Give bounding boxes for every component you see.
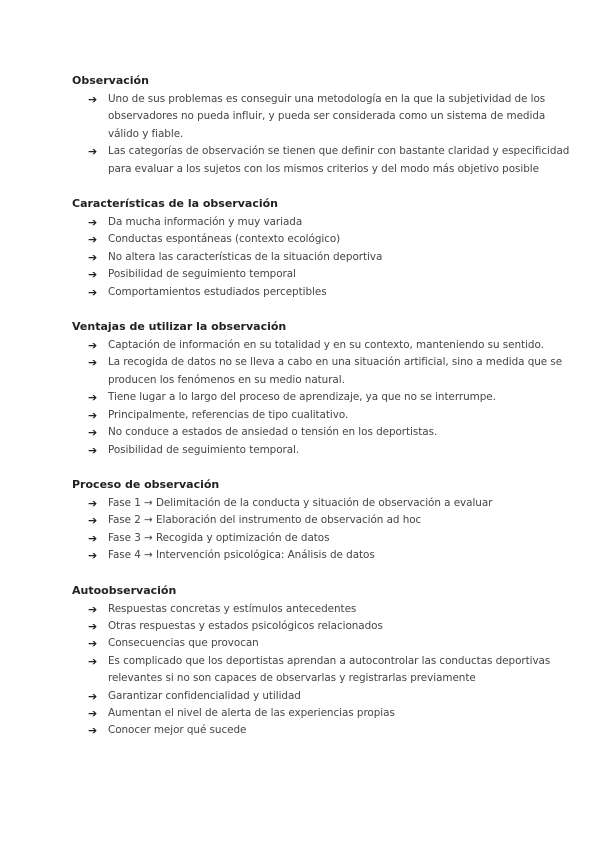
section xyxy=(72,318,572,459)
list-item-text: Es complicado que los deportistas aprendan a autocontrolar las conductas deportivas relevantes si no son capaces de observarlas y registrarlas previamente xyxy=(108,654,551,685)
list-item-text: Principalmente, referencias de tipo cualitativo. xyxy=(108,408,349,421)
arrow-right-icon: ➔ xyxy=(88,93,98,106)
arrow-right-icon: ➔ xyxy=(88,391,98,405)
arrow-right-icon: ➔ xyxy=(88,514,98,528)
arrow-right-icon: ➔ xyxy=(88,250,98,264)
list-item xyxy=(72,214,572,231)
section xyxy=(72,476,572,565)
list-item-text: Las categorías de observación se tienen que definir con bastante claridad y especificidad para evaluar a los sujetos con los mismos criterios y del modo más objetivo posible xyxy=(108,145,570,175)
list-item-text: No conduce a estados de ansiedad o tensión en los deportistas. xyxy=(108,426,438,439)
list-item xyxy=(72,91,572,143)
list-item-text: Conductas espontáneas (contexto ecológico) xyxy=(108,233,341,246)
list-item xyxy=(72,407,572,424)
list-item-text: Respuestas concretas y estímulos antecedentes xyxy=(108,602,357,615)
arrow-right-icon: ➔ xyxy=(88,216,98,230)
list-item xyxy=(72,722,572,739)
arrow-right-icon: ➔ xyxy=(88,531,98,545)
list-item xyxy=(72,547,572,564)
arrow-right-icon: ➔ xyxy=(88,654,98,668)
list-item-text: Fase 1 → Delimitación de la conducta y situación de observación a evaluar xyxy=(108,496,493,509)
arrow-right-icon: ➔ xyxy=(88,145,98,159)
section-title: Características de la observación xyxy=(72,197,278,211)
arrow-right-icon: ➔ xyxy=(88,443,98,457)
list-item-text: Da mucha información y muy variada xyxy=(108,216,303,229)
arrow-right-icon: ➔ xyxy=(88,602,98,616)
bullet-list xyxy=(72,495,572,565)
list-item-text: Garantizar confidencialidad y utilidad xyxy=(108,689,301,702)
arrow-right-icon: ➔ xyxy=(88,619,98,633)
arrow-right-icon: ➔ xyxy=(88,339,98,353)
list-item xyxy=(72,143,572,178)
list-item-text: Fase 2 → Elaboración del instrumento de observación ad hoc xyxy=(108,514,422,527)
section xyxy=(72,582,572,740)
bullet-list xyxy=(72,214,572,301)
list-item-text: Fase 3 → Recogida y optimización de datos xyxy=(108,531,330,544)
arrow-right-icon: ➔ xyxy=(88,233,98,247)
list-item-text: Uno de sus problemas es conseguir una metodología en la que la subjetividad de los observadores no pueda influir, y pueda ser considerada como un sistema de medida válido y fiable. xyxy=(108,93,546,140)
list-item xyxy=(72,512,572,529)
arrow-right-icon: ➔ xyxy=(88,637,98,651)
list-item xyxy=(72,635,572,652)
arrow-right-icon: ➔ xyxy=(88,426,98,440)
arrow-right-icon: ➔ xyxy=(88,285,98,299)
list-item xyxy=(72,442,572,459)
list-item xyxy=(72,266,572,283)
arrow-right-icon: ➔ xyxy=(88,496,98,510)
list-item-text: Posibilidad de seguimiento temporal. xyxy=(108,443,300,456)
document-page xyxy=(72,72,572,757)
bullet-list xyxy=(72,91,572,178)
arrow-right-icon: ➔ xyxy=(88,408,98,422)
arrow-right-icon: ➔ xyxy=(88,706,98,720)
list-item xyxy=(72,705,572,722)
list-item-text: Captación de información en su totalidad y en su contexto, manteniendo su sentido. xyxy=(108,339,544,352)
list-item-text: Fase 4 → Intervención psicológica: Análisis de datos xyxy=(108,549,375,562)
bullet-list xyxy=(72,337,572,459)
section-title: Observación xyxy=(72,74,149,87)
arrow-right-icon: ➔ xyxy=(88,356,98,370)
list-item-text: La recogida de datos no se lleva a cabo en una situación artificial, sino a medida que se producen los fenómenos en su medio natural. xyxy=(108,356,563,386)
list-item xyxy=(72,337,572,354)
list-item xyxy=(72,601,572,618)
section-title: Ventajas de utilizar la observación xyxy=(72,320,287,334)
list-item xyxy=(72,231,572,248)
section-title: Proceso de observación xyxy=(72,477,220,491)
list-item xyxy=(72,354,572,389)
list-item xyxy=(72,530,572,547)
list-item-text: Consecuencias que provocan xyxy=(108,637,259,650)
list-item-text: No altera las características de la situación deportiva xyxy=(108,250,383,263)
section xyxy=(72,195,572,301)
list-item xyxy=(72,424,572,441)
arrow-right-icon: ➔ xyxy=(88,268,98,282)
list-item-text: Conocer mejor qué sucede xyxy=(108,724,247,737)
arrow-right-icon: ➔ xyxy=(88,724,98,738)
list-item xyxy=(72,389,572,406)
list-item xyxy=(72,618,572,635)
bullet-list xyxy=(72,601,572,740)
list-item xyxy=(72,688,572,705)
list-item-text: Tiene lugar a lo largo del proceso de aprendizaje, ya que no se interrumpe. xyxy=(108,391,496,404)
list-item-text: Aumentan el nivel de alerta de las experiencias propias xyxy=(108,706,395,719)
list-item-text: Comportamientos estudiados perceptibles xyxy=(108,285,327,298)
arrow-right-icon: ➔ xyxy=(88,689,98,703)
list-item xyxy=(72,249,572,266)
section xyxy=(72,72,572,178)
list-item-text: Posibilidad de seguimiento temporal xyxy=(108,268,296,281)
arrow-right-icon: ➔ xyxy=(88,549,98,563)
list-item-text: Otras respuestas y estados psicológicos relacionados xyxy=(108,619,383,632)
list-item xyxy=(72,495,572,512)
list-item xyxy=(72,653,572,688)
list-item xyxy=(72,284,572,301)
section-title: Autoobservación xyxy=(72,583,177,597)
